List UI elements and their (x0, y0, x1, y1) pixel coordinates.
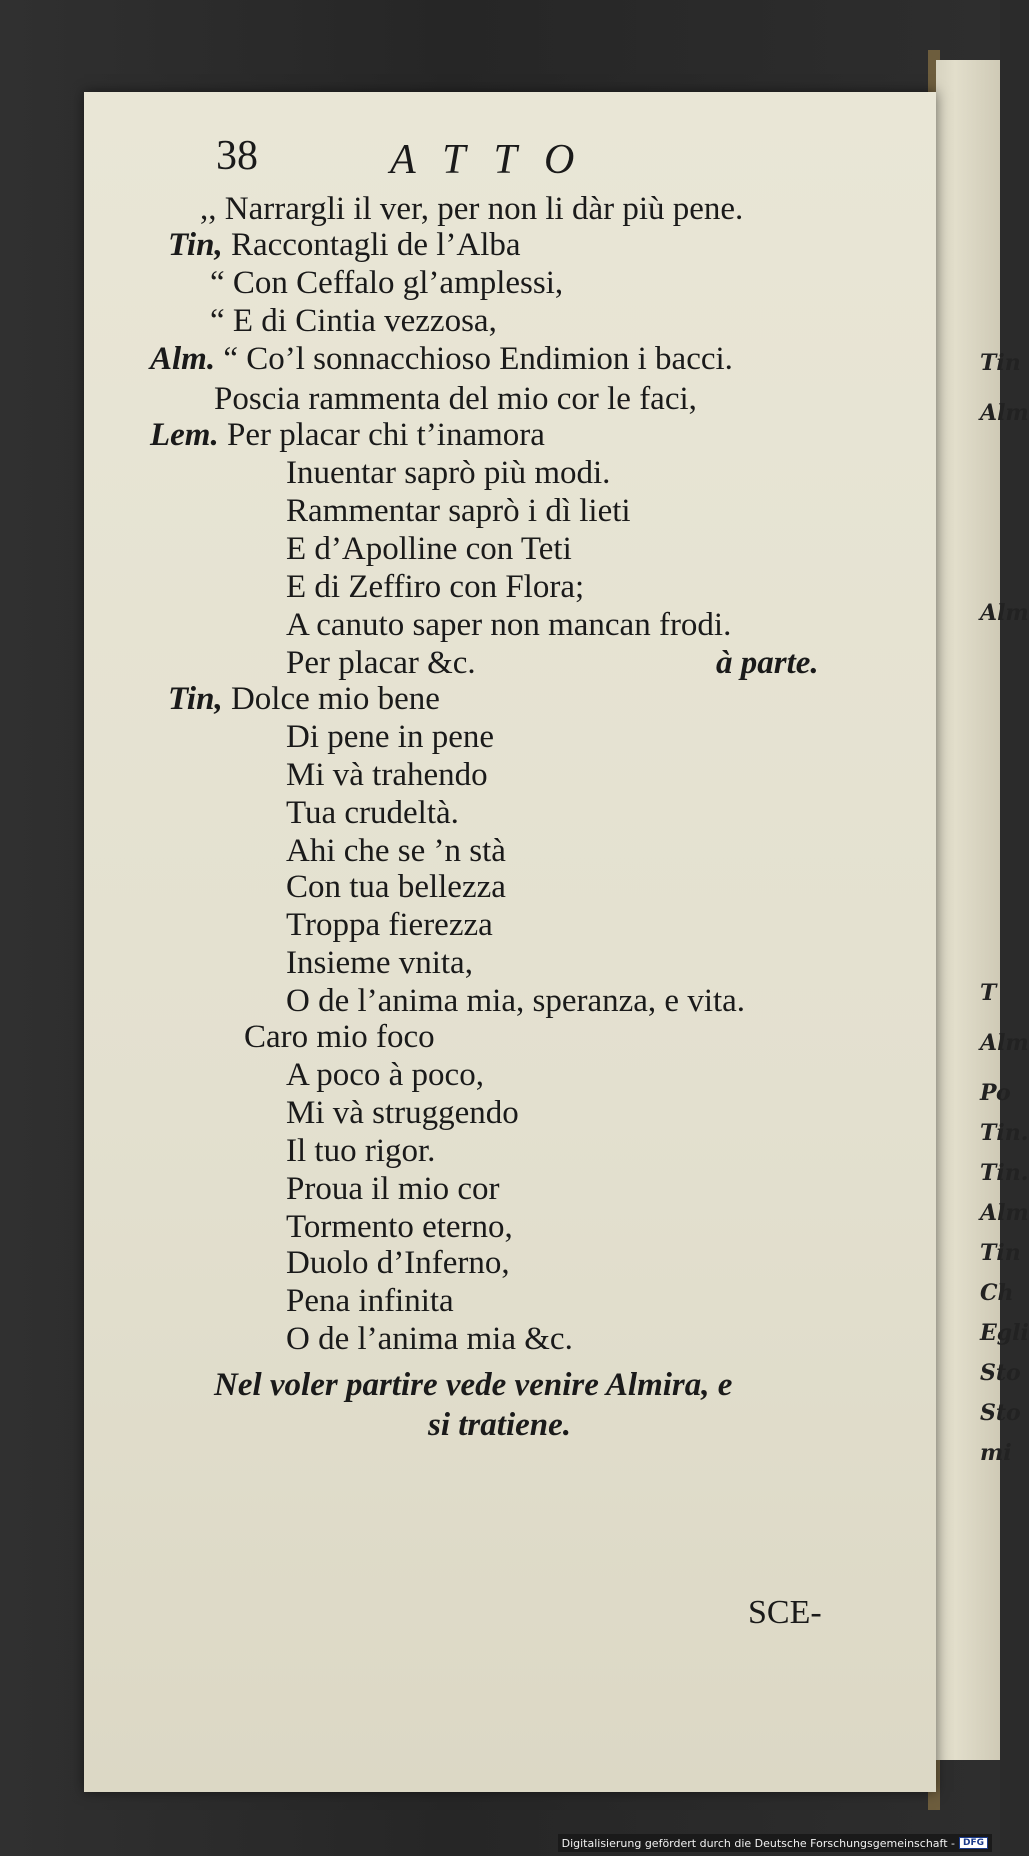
line-text: O de l’anima mia &c. (286, 1321, 573, 1357)
line-text: O de l’anima mia, speranza, e vita. (286, 983, 746, 1019)
line-text: Proua il mio cor (286, 1171, 500, 1207)
text-line (286, 1282, 454, 1320)
text-line (286, 1094, 519, 1132)
speaker-name: Tin, (168, 227, 223, 263)
line-text: Dolce mio bene (230, 681, 440, 717)
text-line (210, 264, 563, 302)
speaker-name: Tin, (168, 681, 223, 717)
facing-margin-word: Tin. (980, 1160, 1029, 1186)
catchword: SCE- (748, 1594, 822, 1631)
line-text: Mi và struggendo (286, 1095, 519, 1131)
line-text: Troppa fierezza (286, 907, 493, 943)
facing-margin-word: Egli (980, 1320, 1029, 1346)
line-text: Insieme vnita, (286, 945, 473, 981)
text-line (286, 454, 610, 492)
text-line (286, 530, 572, 568)
line-text: Di pene in pene (286, 719, 495, 755)
line-text: Tormento eterno, (286, 1209, 513, 1245)
line-text: Mi và trahendo (286, 757, 488, 793)
facing-margin-word: mi (980, 1440, 1012, 1466)
line-text: Duolo d’Inferno, (286, 1245, 510, 1281)
facing-margin-word: Alm (980, 400, 1029, 426)
line-text: Pena infinita (286, 1283, 454, 1319)
footer-credit (558, 1834, 992, 1852)
dfg-logo: DFG (959, 1837, 988, 1849)
text-line (286, 832, 506, 870)
facing-margin-word: Alm (980, 1200, 1029, 1226)
text-line (286, 868, 506, 906)
stage-direction-1: Nel voler partire vede venire Almira, e (214, 1367, 733, 1403)
text-line (286, 1170, 500, 1208)
text-line (286, 1208, 513, 1246)
text-line (286, 1244, 510, 1282)
speaker-name: Alm. (150, 341, 216, 377)
text-line (286, 644, 476, 682)
line-text: A poco à poco, (286, 1057, 484, 1093)
line-text: Per placar chi t’inamora (226, 417, 545, 453)
line-text: Tua crudeltà. (286, 795, 459, 831)
facing-page (936, 60, 1029, 1760)
text-line (200, 190, 743, 228)
text-line (286, 568, 584, 606)
line-text: Con tua bellezza (286, 869, 506, 905)
line-text: Per placar &c. (286, 645, 476, 681)
facing-margin-word: Ch (980, 1280, 1014, 1306)
page-number: 38 (216, 133, 258, 179)
text-line (286, 492, 631, 530)
text-line (286, 1320, 573, 1358)
text-line (210, 302, 497, 340)
line-text: A canuto saper non mancan frodi. (286, 607, 732, 643)
line-text: Poscia rammenta del mio cor le faci, (214, 381, 697, 417)
stage-direction-2: si tratiene. (428, 1407, 572, 1443)
text-line (286, 794, 459, 832)
text-line (286, 906, 493, 944)
text-line (168, 226, 521, 264)
line-text: “ Con Ceffalo gl’amplessi, (210, 265, 564, 301)
facing-margin-word: Po (980, 1080, 1011, 1106)
running-header: ATTO (390, 137, 603, 183)
facing-margin-word: Tin (980, 1240, 1021, 1266)
speaker-name: Lem. (150, 417, 219, 453)
text-line (244, 1018, 435, 1056)
text-line (286, 1132, 435, 1170)
line-text: ,, Narrargli il ver, per non li dàr più pene. (200, 191, 744, 227)
text-line (286, 756, 488, 794)
text-line (286, 718, 494, 756)
facing-margin-word: T (980, 980, 997, 1006)
line-text: “ E di Cintia vezzosa, (210, 303, 497, 339)
text-line (286, 944, 473, 982)
text-line (150, 416, 545, 454)
line-text: Caro mio foco (244, 1019, 435, 1055)
line-text: Rammentar saprò i dì lieti (286, 493, 631, 529)
facing-margin-word: Sto (980, 1400, 1021, 1426)
line-text: Raccontagli de l’Alba (230, 227, 521, 263)
facing-margin-word: Alm (980, 600, 1029, 626)
text-line (150, 340, 733, 378)
line-text: Inuentar saprò più modi. (286, 455, 611, 491)
aside-direction: à parte. (716, 645, 819, 681)
line-text: E di Zeffiro con Flora; (286, 569, 585, 605)
line-text: Ahi che se ’n stà (286, 833, 506, 869)
facing-margin-word: Alm (980, 1030, 1029, 1056)
text-line (286, 1056, 484, 1094)
text-line (168, 680, 440, 718)
line-text: E d’Apolline con Teti (286, 531, 572, 567)
line-text: Il tuo rigor. (286, 1133, 436, 1169)
facing-margin-word: Sto (980, 1360, 1021, 1386)
text-line (286, 982, 745, 1020)
line-text: “ Co’l sonnacchioso Endimion i bacci. (223, 341, 733, 377)
facing-margin-word: Tin. (980, 1120, 1029, 1146)
facing-margin-word: Tin (980, 350, 1021, 376)
footer-text: Digitalisierung gefördert durch die Deutsche Forschungsgemeinschaft - (561, 1836, 955, 1850)
text-line (214, 380, 697, 418)
text-line (286, 606, 731, 644)
